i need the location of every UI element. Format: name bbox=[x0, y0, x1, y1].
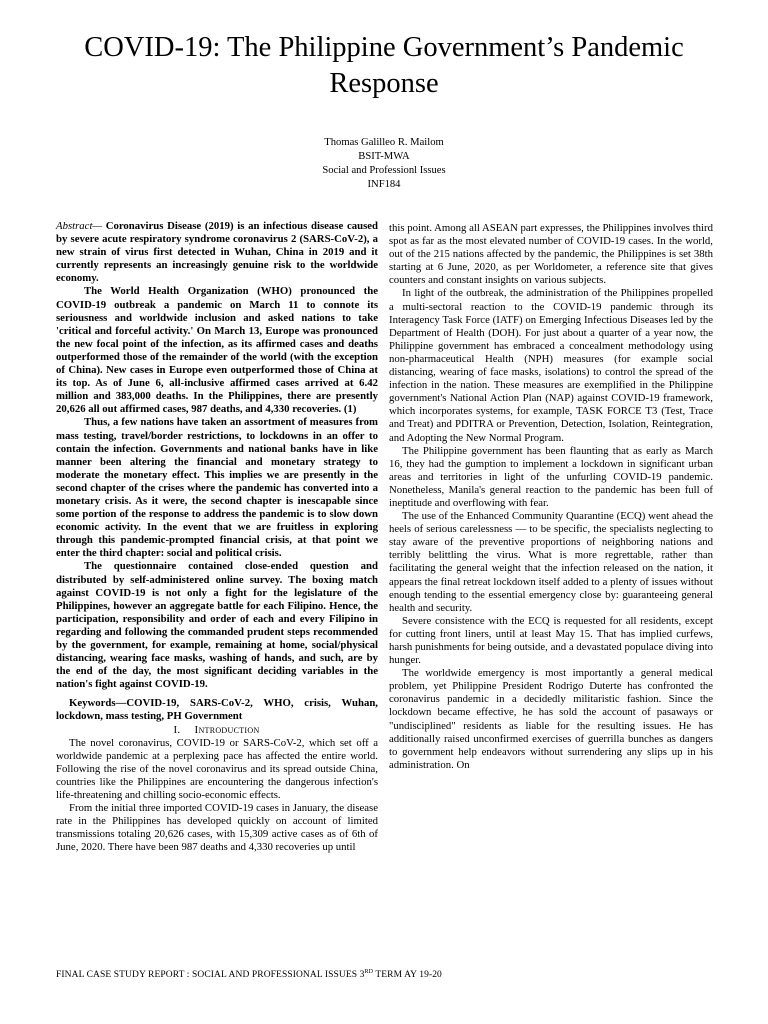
body-paragraph: The novel coronavirus, COVID-19 or SARS-CoV-2, which set off a worldwide pandemic at a perplexing pace has affected the entire world. Following the rise of the novel coronavirus and its spread outside China, countries like the Philippines are encountering the dangerous infection's life-threatening and chilling socio-economic effects. bbox=[56, 736, 378, 802]
abstract-paragraph: The questionnaire contained close-ended question and distributed by self-administered online survey. The boxing match against COVID-19 is not only a fight for the legislature of the Philippines, however an aggregate battle for each Filipino. Hence, the participation, responsibility and order of each and every Filipino in regarding and following the commanded prudent steps recommended by the government, for example, remaining at home, social/physical distancing, wearing face masks, washing of hands, and such, are by the end of the day, the most significant deciding variables in the nation's fight against COVID-19. bbox=[56, 560, 378, 691]
abstract-paragraph: Abstract— Coronavirus Disease (2019) is an infectious disease caused by severe acute respiratory syndrome coronavirus 2 (SARS-CoV-2), a new strain of virus first detected in Wuhan, China in 2019 and it currently represents an increasingly genuine risk to the worldwide economy. bbox=[56, 220, 379, 285]
author-section: INF184 bbox=[367, 179, 401, 190]
body-paragraph: In light of the outbreak, the administration of the Philippines propelled a multi-sectoral reaction to the COVID-19 pandemic through its Interagency Task Force (IATF) on Emerging Infectious Diseases led by the Department of Health (DOH). For just about a quarter of a year now, the Philippine government has embraced a concealment methodology using non-pharmaceutical Health (NPH) measures (for example social distancing, wearing of face masks, isolations) to control the spread of the infection in the nation. These measures are exemplified in the Philippine government's National Action Plan (NAP) against COVID-19 framework, which incorporates systems, for example, TASK FORCE T3 (Test, Trace and Treat) and PDITRA or Prevention, Detection, Isolation, Reintegration, and Adopting the New Normal Program. bbox=[389, 287, 713, 444]
paper-title: COVID-19: The Philippine Government’s Pandemic Response bbox=[84, 32, 684, 99]
left-column bbox=[56, 220, 378, 855]
section-heading bbox=[56, 724, 378, 737]
author-name: Thomas Galilleo R. Mailom bbox=[324, 137, 444, 148]
body-paragraph: The Philippine government has been flaunting that as early as March 16, they had the gumption to implement a lockdown in significant urban areas and territories in light of the unfurling COVID-19 pandemic. Nonetheless, Manila's general reaction to the pandemic has been full of ineptitude and overflowing with fear. bbox=[389, 444, 713, 509]
page-footer: FINAL CASE STUDY REPORT : SOCIAL AND PROFESSIONAL ISSUES 3RD TERM AY 19-20 bbox=[56, 969, 442, 980]
author-course: Social and Professionl Issues bbox=[322, 165, 446, 176]
keywords-label: Keywords— bbox=[69, 697, 127, 710]
body-paragraph: From the initial three imported COVID-19 cases in January, the disease rate in the Philippines has developed quickly on account of limited transmissions totaling 20,626 cases, with 15,309 active cases as of 6th of June, 2020. There have been 987 deaths and 4,330 recoveries up until bbox=[56, 802, 378, 854]
abstract-paragraph: Thus, a few nations have taken an assortment of measures from mass testing, travel/border restrictions, to lockdowns in an offer to contain the infection. Governments and national banks have in like manner been altering the financial and monetary strategy to moderate the monetary effect. This implies we are presently in the second chapter of the crises where the pandemic has converted into a monetary crisis. As it were, the second chapter is inescapable since some portion of the response to address the pandemic is to slow down economic activity. In the event that we are fruitless in exploring through this pandemic-prompted financial crisis, at that point we enter the third chapter: social and political crisis. bbox=[56, 416, 378, 560]
author-program: BSIT-MWA bbox=[358, 151, 410, 162]
body-paragraph: The worldwide emergency is most importantly a general medical problem, yet Philippine President Rodrigo Duterte has confronted the coronavirus pandemic in a decidedly militaristic fashion. Since the lockdown became effective, he has sold the account of pasaways or "undisciplined" residents as liable for the resulting issues. He has additionally raised unconfirmed exercises of guerrilla bunches as dangers to government help endeavors without surrendering any slips up in his administration. On bbox=[389, 667, 713, 771]
abstract-label: Abstract— bbox=[56, 220, 102, 232]
body-paragraph: Severe consistence with the ECQ is requested for all residents, except for cutting front liners, until at least May 15. That has implied curfews, harsh punishments for being outside, and a devastated populace diving into hunger. bbox=[389, 614, 713, 667]
footer-superscript: RD bbox=[364, 969, 374, 975]
abstract bbox=[56, 220, 378, 691]
body-paragraph: this point. Among all ASEAN part expresses, the Philippines involves third spot as far as the most elevated number of COVID-19 cases. In the world, out of the 215 nations affected by the pandemic, the Philippines is set 38th starting at 6 June, 2020, as per Worldometer, a reference site that gives counters and constant insights on various subjects. bbox=[389, 222, 713, 287]
abstract-paragraph: The World Health Organization (WHO) pronounced the COVID-19 outbreak a pandemic on March 11 to connote its seriousness and worldwide inclusion and asked nations to take 'critical and forceful activity.' On March 13, Europe was pronounced the new focal point of the infection, as its affirmed cases and deaths outperformed those of the remainder of the world (with the exception of China). New cases in Europe even outperformed those of China at its top. As of June 6, all-inclusive affirmed cases arrived at 6.42 million and 383,000 deaths. In the Philippines, there are presently 20,626 all out affirmed cases, 987 deaths, and 4,330 recoveries. (1) bbox=[56, 285, 378, 416]
keywords: Keywords—COVID-19, SARS-CoV-2, WHO, crisis, Wuhan, lockdown, mass testing, PH Government bbox=[56, 697, 378, 723]
right-column bbox=[389, 222, 713, 772]
author-block bbox=[134, 136, 634, 192]
section-number: I. bbox=[173, 723, 181, 736]
section-title: Introduction bbox=[194, 723, 260, 736]
body-paragraph: The use of the Enhanced Community Quarantine (ECQ) went ahead the heels of serious carelessness — to be specific, the specialists neglecting to stay aware of the preventive proportions of neighboring nations and terribly belittling the virus. What is more regrettable, rather than facilitating the general weight that the infection released on the nation, it appears the final retreat lockdown itself added to a plenty of issues without enough tending to the essential emergency close by: guaranteeing general health and security. bbox=[389, 510, 713, 614]
